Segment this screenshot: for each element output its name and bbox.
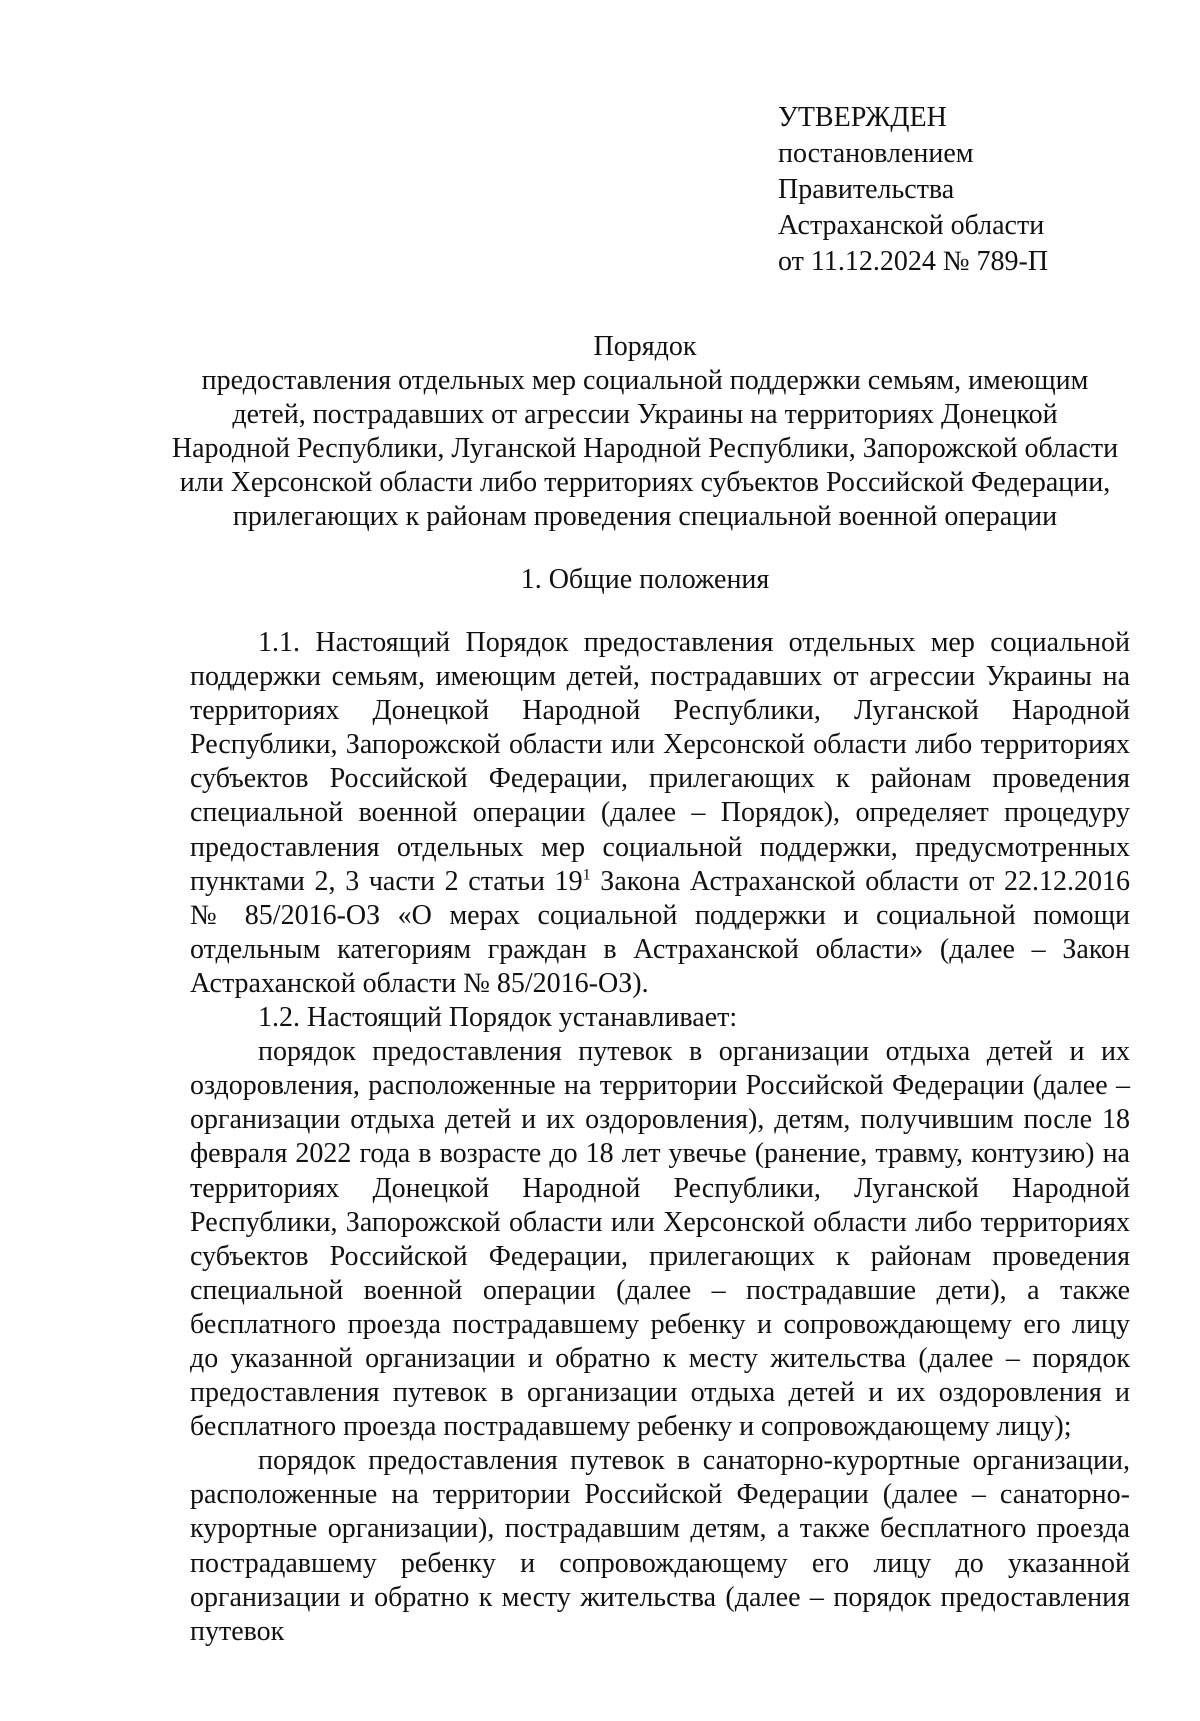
- paragraph-1-2: 1.2. Настоящий Порядок устанавливает:: [258, 1002, 738, 1034]
- paragraph-1-1-text-start: 1.1. Настоящий Порядок предоставления отдельных мер социальной поддержки семьям, имеющим детей, пострадавших от агрессии Украины на территориях Донецкой Народной Республики, Луганской Народной Республики, Запорожской области или Херсонской области либо территориях субъектов Российской Федерации, прилегающих к районам проведения специальной военной операции (далее – Порядок), определяет процедуру предоставления отдельных мер социальной поддержки, предусмотренных пунктами 2, 3 части 2 статьи 19: [190, 627, 1130, 897]
- paragraph-children-rest: порядок предоставления путевок в организации отдыха детей и их оздоровления, расположенные на территории Российской Федерации (далее – организации отдыха детей и их оздоровления), детям, получившим после 18 февраля 2022 года в возрасте до 18 лет увечье (ранение, травму, контузию) на территориях Донецкой Народной Республики, Луганской Народной Республики, Запорожской области или Херсонской области либо территориях субъектов Российской Федерации, прилегающих к районам проведения специальной военной операции (далее – пострадавшие дети), а также бесплатного проезда пострадавшему ребенку и сопровождающему его лицу до указанной организации и обратно к месту жительства (далее – порядок предоставления путевок в организации отдыха детей и их оздоровления и бесплатного проезда пострадавшему ребенку и сопровождающему лицу);: [190, 1036, 1130, 1443]
- section-heading: 1. Общие положения: [520, 564, 770, 595]
- approval-line-date-number: от 11.12.2024 № 789-П: [778, 246, 1049, 277]
- document-title-block: [170, 330, 1120, 534]
- approval-line-resolution: постановлением: [778, 138, 974, 169]
- document-title: Порядок: [593, 331, 697, 362]
- paragraph-1-1: [190, 626, 1130, 1001]
- document-body: [190, 626, 1130, 1649]
- paragraph-1-1-text-end: Закона Астраханской области от 22.12.2016 № 85/2016-ОЗ «О мерах социальной поддержки и социальной помощи отдельным категориям граждан в Астраханской области» (далее – Закон Астраханской области № 85/2016-ОЗ).: [190, 865, 1130, 999]
- approval-line-approved: УТВЕРЖДЕН: [778, 102, 947, 133]
- document-subtitle: предоставления отдельных мер социальной поддержки семьям, имеющим детей, пострадавших от агрессии Украины на территориях Донецкой Народной Республики, Луганской Народной Республики, Запорожской области или Херсонской области либо территориях субъектов Российской Федерации, прилегающих к районам проведения специальной военной операции: [171, 365, 1119, 532]
- approval-line-government: Правительства: [778, 174, 955, 205]
- approval-line-region: Астраханской области: [778, 210, 1045, 241]
- paragraph-sanatorium: порядок предоставления путевок в санаторно-курортные организации, расположенные на территории Российской Федерации (далее – санаторно-курортные организации), пострадавшим детям, а также бесплатного проезда пострадавшему ребенку и сопровождающему его лицу до указанной организации и обратно к месту жительства (далее – порядок предоставления путевок: [190, 1445, 1130, 1647]
- approval-stamp: [778, 100, 1138, 280]
- article-superscript: 1: [582, 866, 591, 884]
